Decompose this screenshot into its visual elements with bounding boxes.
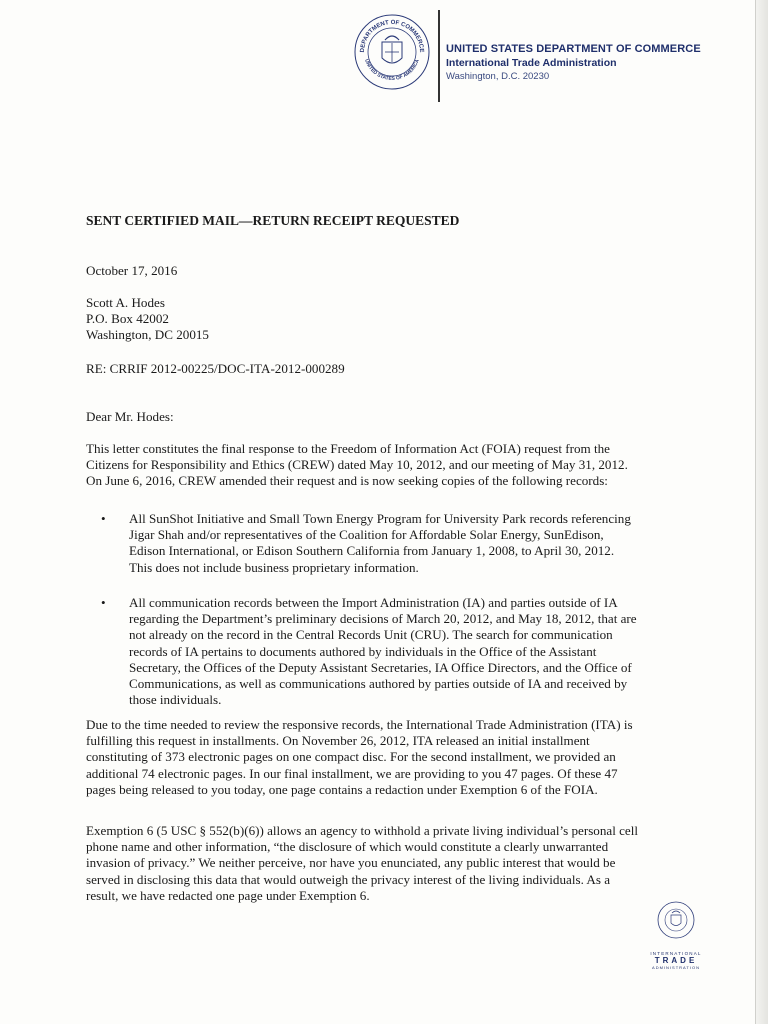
- department-name: UNITED STATES DEPARTMENT OF COMMERCE: [446, 43, 701, 55]
- paragraph-line: additional 74 electronic pages. In our final installment, we are providing to you 47 pages. Of these 47: [86, 765, 618, 781]
- paragraph-installments: [86, 717, 656, 798]
- mailing-notice-heading: SENT CERTIFIED MAIL—RETURN RECEIPT REQUESTED: [86, 213, 460, 228]
- list-item: [96, 595, 661, 708]
- paragraph-line: pages being released to you today, one page contains a redaction under Exemption 6 of the FOIA.: [86, 781, 598, 797]
- paragraph-line: This letter constitutes the final response to the Freedom of Information Act (FOIA) request from the: [86, 441, 610, 456]
- bullet-line: regarding the Department’s preliminary decisions of March 20, 2012, and May 18, 2012, that are: [129, 611, 637, 627]
- paragraph-line: Due to the time needed to review the responsive records, the International Trade Administration (ITA) is: [86, 717, 633, 732]
- agency-name: International Trade Administration: [446, 57, 617, 69]
- recipient-city: Washington, DC 20015: [86, 327, 209, 343]
- paragraph-intro: [86, 441, 656, 490]
- letterhead: [446, 42, 701, 84]
- seal-text-bottom: UNITED STATES OF AMERICA: [363, 58, 421, 83]
- bullet-line: Communications, as well as communications authored by parties outside of IA and received by: [129, 676, 628, 692]
- bullet-line: Edison International, or Edison Southern California from January 1, 2008, to April 30, 2012.: [129, 543, 615, 559]
- bullet-line: All SunShot Initiative and Small Town Energy Program for University Park records referencing: [129, 511, 631, 526]
- bullet-line: not already on the record in the Central Records Unit (CRU). The search for communication: [129, 627, 613, 643]
- small-seal-icon: [656, 900, 696, 940]
- paragraph-line: constituting of 373 electronic pages on one compact disc. For the second installment, we provided an: [86, 749, 616, 765]
- paragraph-line: phone name and other information, “the disclosure of which would constitute a clearly unwarranted: [86, 839, 609, 855]
- bullet-line: All communication records between the Import Administration (IA) and parties outside of IA: [129, 595, 618, 610]
- bullet-line: records of IA pertains to documents authored by individuals in the Office of the Assistant: [129, 643, 597, 659]
- bullet-list-item-2: [96, 595, 661, 708]
- footer-logo-line1: INTERNATIONAL: [650, 951, 702, 956]
- ita-footer-logo: [648, 900, 704, 970]
- paragraph-line: fulfilling this request in installments. On November 26, 2012, ITA released an initial installment: [86, 733, 590, 749]
- paragraph-line: invasion of privacy.” We neither perceive, nor have you enunciated, any public interest that would be: [86, 855, 616, 871]
- salutation: Dear Mr. Hodes:: [86, 409, 174, 424]
- bullet-line: those individuals.: [129, 692, 222, 708]
- bullet-line: Jigar Shah and/or representatives of the Coalition for Affordable Solar Energy, SunEdison,: [129, 527, 604, 543]
- recipient-name: Scott A. Hodes: [86, 295, 165, 310]
- paragraph-line: result, we have redacted one page under Exemption 6.: [86, 887, 370, 903]
- agency-address: Washington, D.C. 20230: [446, 71, 550, 82]
- bullet-line: This does not include business proprietary information.: [129, 559, 419, 575]
- page-edge: [755, 0, 768, 1024]
- paragraph-line: On June 6, 2016, CREW amended their request and is now seeking copies of the following records:: [86, 473, 608, 489]
- seal-text-top: DEPARTMENT OF COMMERCE: [359, 19, 425, 53]
- recipient-po-box: P.O. Box 42002: [86, 311, 169, 327]
- footer-logo-line2: TRADE: [654, 956, 698, 965]
- reference-line: RE: CRRIF 2012-00225/DOC-ITA-2012-000289: [86, 361, 345, 376]
- commerce-seal-icon: [352, 12, 432, 92]
- bullet-line: Secretary, the Offices of the Deputy Assistant Secretaries, IA Office Directors, and the Office of: [129, 659, 632, 675]
- bullet-icon: •: [101, 511, 106, 526]
- paragraph-line: Citizens for Responsibility and Ethics (CREW) dated May 10, 2012, and our meeting of May 31, 2012.: [86, 457, 628, 473]
- bullet-list-item-1: [96, 511, 661, 576]
- letterhead-divider: [438, 10, 440, 102]
- paragraph-line: Exemption 6 (5 USC § 552(b)(6)) allows an agency to withhold a private living individual’s personal cell: [86, 823, 639, 838]
- footer-logo-line3: ADMINISTRATION: [652, 965, 700, 970]
- list-item: [96, 511, 661, 576]
- letter-date: October 17, 2016: [86, 263, 178, 278]
- paragraph-line: served in disclosing this data that would outweigh the privacy interest of the living individuals. As a: [86, 871, 611, 887]
- paragraph-exemption: [86, 823, 656, 904]
- recipient-address: [86, 295, 209, 344]
- bullet-icon: •: [101, 595, 106, 610]
